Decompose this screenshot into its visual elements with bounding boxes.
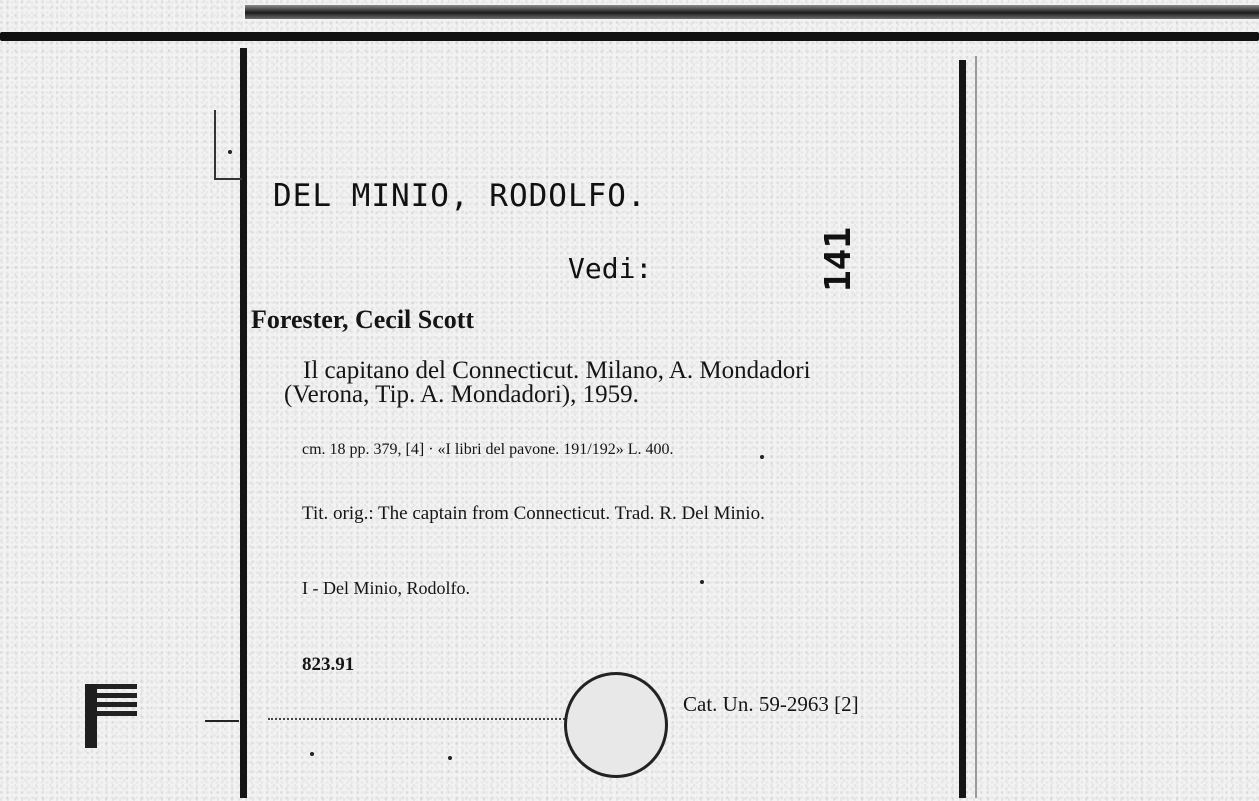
catalog-number: Cat. Un. 59-2963 [2] [683,692,859,716]
stamp-number: 141 [818,226,859,292]
author-name: Forester, Cecil Scott [251,305,475,334]
tab-mark [214,110,242,180]
title-line-1: Il capitano del Connecticut. Milano, A. Mondadori [303,357,811,384]
original-title-note: Tit. orig.: The captain from Connecticut. Trad. R. Del Minio. [302,503,765,524]
title-line-2: (Verona, Tip. A. Mondadori), 1959. [284,381,639,408]
speck [228,150,232,154]
right-panel-edge [975,56,977,798]
added-entry: I - Del Minio, Rodolfo. [302,578,470,598]
see-reference: Vedi: [568,252,653,285]
top-rule [0,32,1259,41]
card-heading: DEL MINIO, RODOLFO. [273,178,647,214]
speck [310,752,314,756]
left-tick [205,720,239,722]
dotted-rule [268,718,568,720]
speck [760,455,764,459]
card-right-edge [959,60,966,798]
classmark: 823.91 [302,654,355,675]
collation: cm. 18 pp. 379, [4] · «I libri del pavone. 191/192» L. 400. [302,441,674,458]
punch-hole [564,672,668,778]
side-mark [85,684,137,724]
speck [448,756,452,760]
top-edge-strip [245,5,1259,19]
speck [700,580,704,584]
